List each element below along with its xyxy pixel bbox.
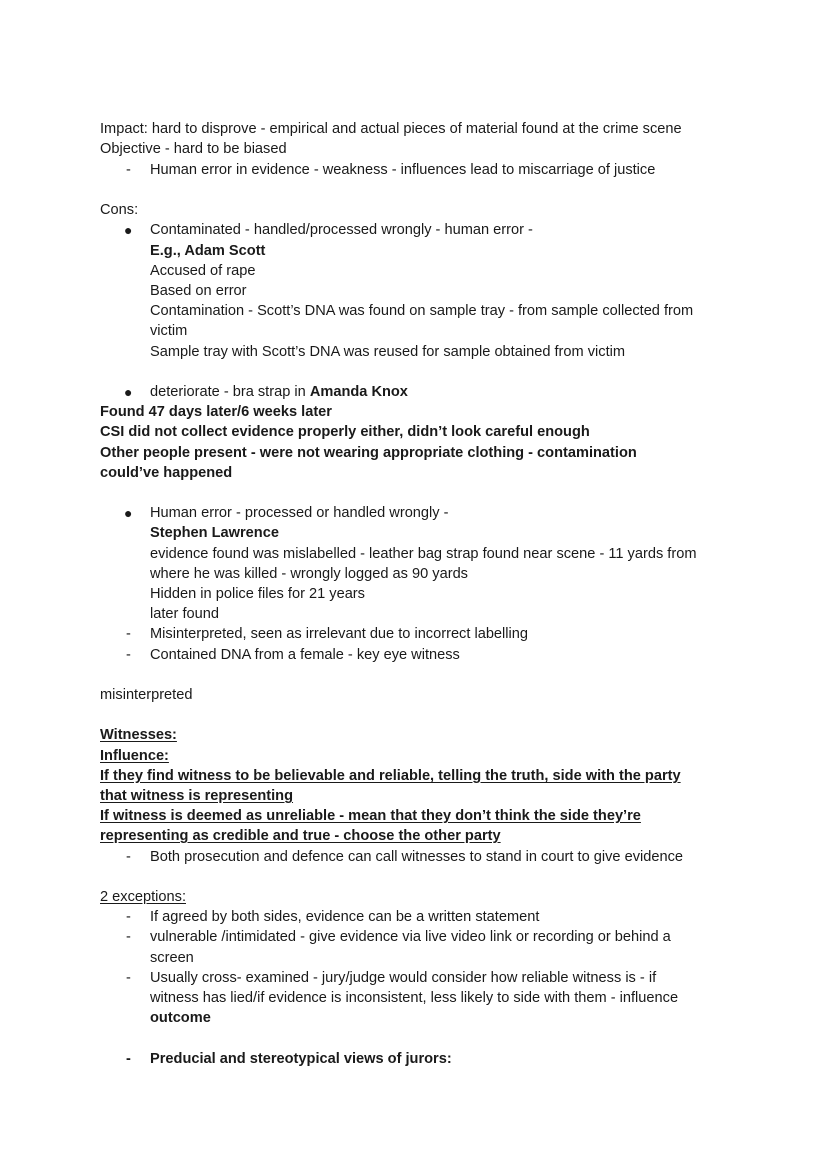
text-line: Misinterpreted, seen as irrelevant due to incorrect labelling [150, 626, 529, 642]
text-line: Hidden in police files for 21 years [150, 586, 365, 602]
text-line: Contaminated - handled/processed wrongly - human error - [150, 222, 533, 238]
text-line: outcome [150, 1010, 211, 1026]
text-line: could’ve happened [100, 465, 233, 481]
text-line: Contained DNA from a female - key eye witness [150, 647, 460, 663]
bullet-marker: ● [124, 505, 133, 521]
dash-marker: - [126, 162, 131, 178]
influence-heading: Influence: [100, 748, 169, 764]
example-heading: E.g., Adam Scott [150, 243, 266, 259]
text-line: Sample tray with Scott’s DNA was reused for sample obtained from victim [150, 344, 626, 360]
text-line [150, 382, 408, 402]
text-line: witness has lied/if evidence is inconsistent, less likely to side with them - influence [150, 990, 679, 1006]
text-line: Found 47 days later/6 weeks later [100, 404, 332, 420]
dash-marker: - [126, 970, 131, 986]
text-line: Impact: hard to disprove - empirical and actual pieces of material found at the crime scene [100, 121, 682, 137]
text-line: screen [150, 950, 194, 966]
text-line: If they find witness to be believable and reliable, telling the truth, side with the party [100, 768, 681, 784]
text-line: Contamination - Scott’s DNA was found on sample tray - from sample collected from [150, 303, 694, 319]
text-line: victim [150, 323, 188, 339]
bullet-marker: ● [124, 384, 133, 400]
dash-marker: - [126, 647, 131, 663]
text-line: Accused of rape [150, 263, 256, 279]
text-line: CSI did not collect evidence properly either, didn’t look careful enough [100, 424, 590, 440]
case-name: Stephen Lawrence [150, 525, 279, 541]
dash-marker: - [126, 909, 131, 925]
text-line: Based on error [150, 283, 247, 299]
dash-marker: - [126, 626, 131, 642]
text-line: If agreed by both sides, evidence can be a written statement [150, 909, 540, 925]
text-line: Usually cross- examined - jury/judge would consider how reliable witness is - if [150, 970, 657, 986]
dash-marker: - [126, 929, 131, 945]
witnesses-heading: Witnesses: [100, 727, 177, 743]
text-line: If witness is deemed as unreliable - mean that they don’t think the side they’re [100, 808, 641, 824]
text-line: Human error in evidence - weakness - influences lead to miscarriage of justice [150, 162, 656, 178]
text-line: evidence found was mislabelled - leather bag strap found near scene - 11 yards from [150, 546, 697, 562]
dash-marker: - [126, 849, 131, 865]
text-line: misinterpreted [100, 687, 193, 703]
text-line: representing as credible and true - choose the other party [100, 828, 501, 844]
text-line: that witness is representing [100, 788, 294, 804]
text-line: vulnerable /intimidated - give evidence via live video link or recording or behind a [150, 929, 671, 945]
text-line: Other people present - were not wearing appropriate clothing - contamination [100, 445, 637, 461]
text-line: Preducial and stereotypical views of jurors: [150, 1051, 452, 1067]
text-line: Human error - processed or handled wrongly - [150, 505, 449, 521]
case-name: Amanda Knox [309, 384, 408, 400]
text-line: Both prosecution and defence can call witnesses to stand in court to give evidence [150, 849, 683, 865]
cons-heading: Cons: [100, 202, 139, 218]
bullet-marker: ● [124, 222, 133, 238]
text-segment: deteriorate - bra strap in [150, 384, 310, 400]
exceptions-heading: 2 exceptions: [100, 889, 186, 905]
text-line: Objective - hard to be biased [100, 141, 287, 157]
text-line: later found [150, 606, 219, 622]
text-line: where he was killed - wrongly logged as 90 yards [150, 566, 468, 582]
dash-marker: - [126, 1051, 131, 1067]
